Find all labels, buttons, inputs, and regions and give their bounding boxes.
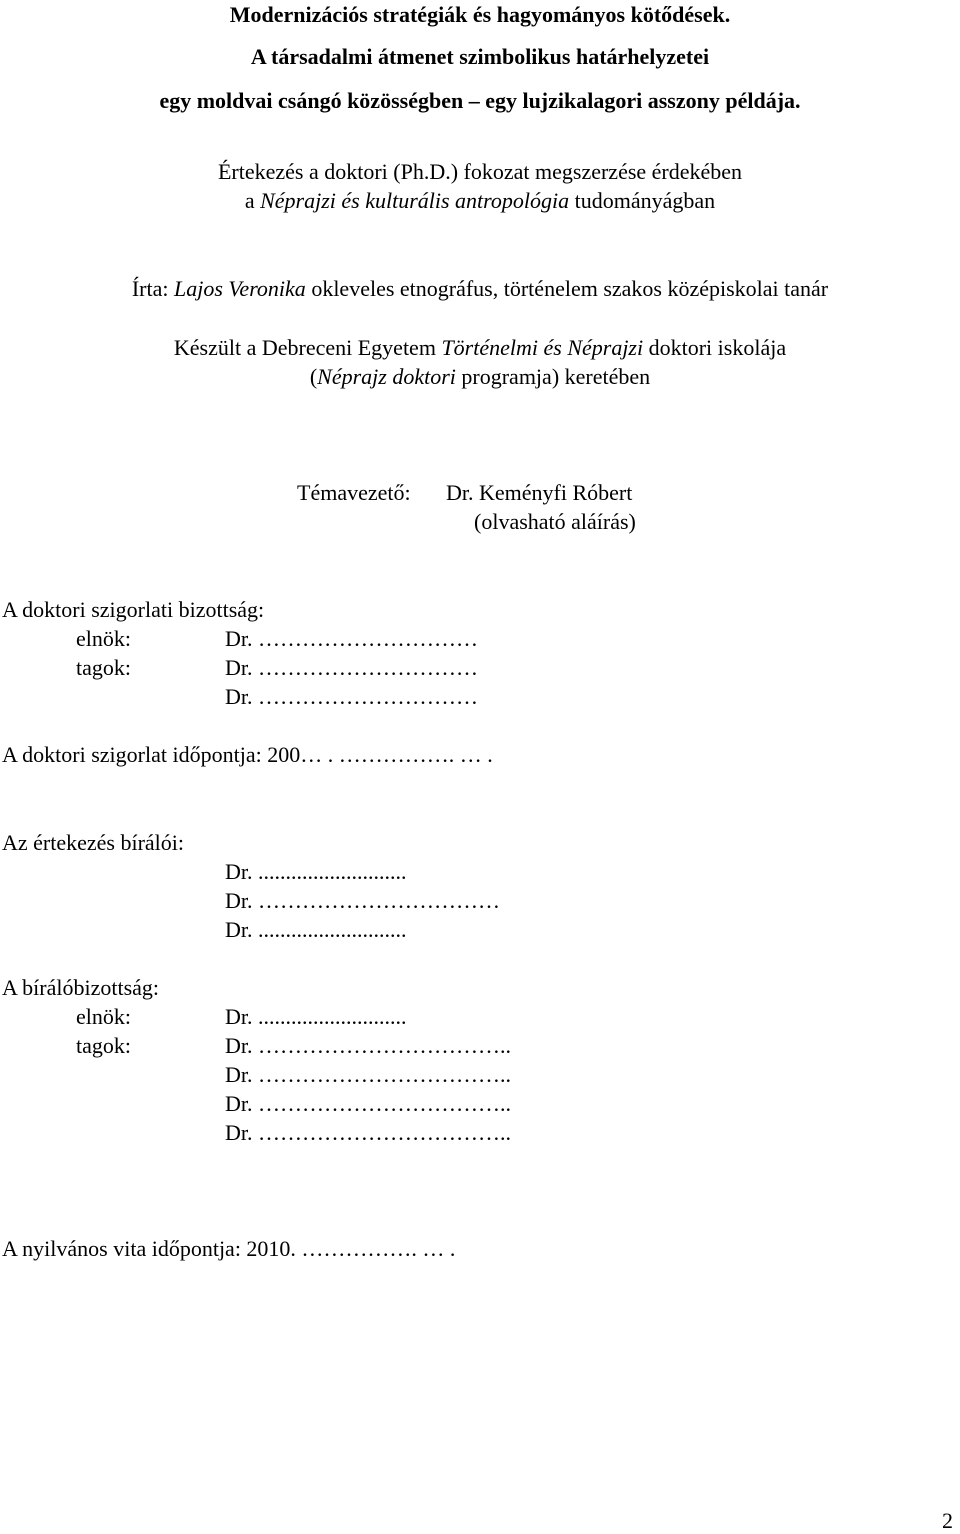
exam-chair-value: Dr. ………………………… xyxy=(225,626,478,651)
discipline-name: Néprajzi és kulturális antropológia xyxy=(260,188,570,213)
author-name: Lajos Veronika xyxy=(174,276,306,301)
reviewer-3: Dr. ........................... xyxy=(225,917,407,942)
degree-line-1: Értekezés a doktori (Ph.D.) fokozat megszerzése érdekében xyxy=(217,159,743,184)
exam-member-2: Dr. ………………………… xyxy=(225,684,478,709)
doctoral-school-name: Történelmi és Néprajzi xyxy=(441,335,644,360)
review-member-2: Dr. …………………………….. xyxy=(225,1062,511,1087)
title-line-1: Modernizációs stratégiák és hagyományos kötődések. xyxy=(229,2,731,27)
review-members-label: tagok: xyxy=(76,1033,131,1058)
review-member-1: Dr. …………………………….. xyxy=(225,1033,511,1058)
exam-date-line: A doktori szigorlat időpontja: 200… . ……………. … . xyxy=(2,742,493,767)
title-line-2: A társadalmi átmenet szimbolikus határhelyzetei xyxy=(250,44,710,69)
exam-committee-heading: A doktori szigorlati bizottság: xyxy=(2,597,265,622)
page-number: 2 xyxy=(942,1508,953,1533)
degree-line-2: a Néprajzi és kulturális antropológia tudományágban xyxy=(244,188,716,213)
supervisor-label: Témavezető: xyxy=(297,480,411,505)
defense-date-line: A nyilvános vita időpontja: 2010. ……………. … . xyxy=(2,1236,456,1261)
signature-note: (olvasható aláírás) xyxy=(474,509,636,534)
review-committee-heading: A bírálóbizottság: xyxy=(2,975,160,1000)
exam-members-label: tagok: xyxy=(76,655,131,680)
review-member-4: Dr. …………………………….. xyxy=(225,1120,511,1145)
reviewer-2: Dr. …………………………… xyxy=(225,888,500,913)
title-line-3: egy moldvai csángó közösségben – egy lujzikalagori asszony példája. xyxy=(159,88,801,113)
reviewers-heading: Az értekezés bírálói: xyxy=(2,830,185,855)
institution-line-1: Készült a Debreceni Egyetem Történelmi és Néprajzi doktori iskolája xyxy=(173,335,787,360)
author-line: Írta: Lajos Veronika okleveles etnográfus, történelem szakos középiskolai tanár xyxy=(131,276,829,301)
review-chair-value: Dr. ........................... xyxy=(225,1004,407,1029)
program-name: Néprajz doktori xyxy=(317,364,456,389)
review-member-3: Dr. …………………………….. xyxy=(225,1091,511,1116)
exam-member-1: Dr. ………………………… xyxy=(225,655,478,680)
supervisor-name: Dr. Keményfi Róbert xyxy=(446,480,633,505)
institution-line-2: (Néprajz doktori programja) keretében xyxy=(309,364,651,389)
exam-chair-label: elnök: xyxy=(76,626,131,651)
review-chair-label: elnök: xyxy=(76,1004,131,1029)
reviewer-1: Dr. ........................... xyxy=(225,859,407,884)
